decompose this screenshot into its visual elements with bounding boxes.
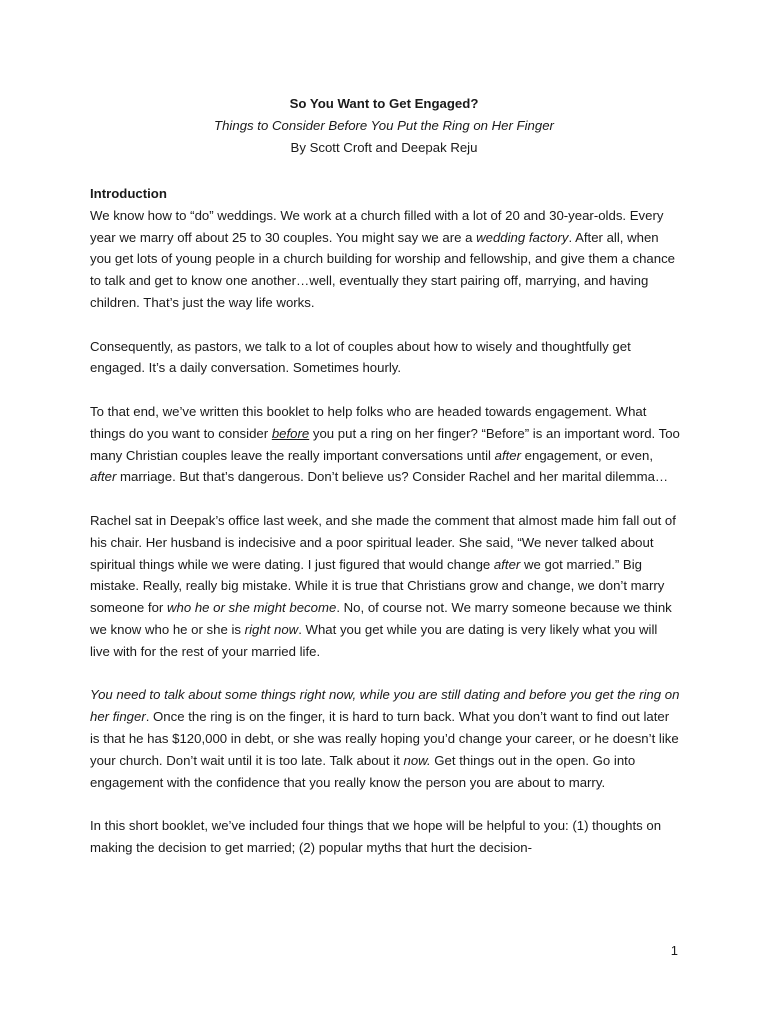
document-title: So You Want to Get Engaged? bbox=[289, 96, 479, 111]
paragraph-5-emphasis-b: now. bbox=[403, 752, 431, 768]
page-number: 1 bbox=[670, 943, 678, 958]
paragraph-2 bbox=[90, 336, 680, 380]
paragraph-1-text-a: We know how to “do” weddings. We work at a church filled with a lot of 20 and 30-year-olds. Every year we marry off about 25 to 30 couples. You might say we are a bbox=[90, 207, 664, 245]
paragraph-1 bbox=[90, 205, 680, 314]
paragraph-4-text-b: we got married.” Big mistake. Really, really big mistake. While it is true that Christians grow and change, we don’t marry someone for bbox=[90, 556, 665, 616]
paragraph-4-emphasis-a: after bbox=[493, 556, 521, 572]
document-body bbox=[90, 183, 680, 881]
paragraph-6-text: In this short booklet, we’ve included four things that we hope will be helpful to you: (1) thoughts on making the decision to get married; (2) popular myths that hurt the decision- bbox=[90, 818, 662, 855]
paragraph-3-text-a: To that end, we’ve written this booklet to help folks who are headed towards engagement. What things do you want to consider bbox=[90, 403, 647, 441]
paragraph-4-emphasis-b: who he or she might become bbox=[166, 600, 337, 616]
document-authors: By Scott Croft and Deepak Reju bbox=[290, 140, 478, 155]
paragraph-4-text-d: . What you get while you are dating is very likely what you will live with for the rest of your married life. bbox=[90, 621, 658, 659]
paragraph-4-emphasis-c: right now bbox=[244, 621, 299, 637]
paragraph-3-underline: before bbox=[271, 425, 310, 441]
paragraph-3-emphasis-a: after bbox=[494, 447, 522, 463]
section-heading-introduction: Introduction bbox=[90, 186, 167, 201]
paragraph-1-emphasis: wedding factory bbox=[476, 229, 569, 245]
paragraph-4 bbox=[90, 510, 680, 663]
paragraph-2-text: Consequently, as pastors, we talk to a lot of couples about how to wisely and thoughtfully get engaged. It’s a daily conversation. Sometimes hourly. bbox=[90, 338, 631, 376]
document-subtitle: Things to Consider Before You Put the Ring on Her Finger bbox=[214, 118, 554, 133]
paragraph-5 bbox=[90, 684, 680, 793]
paragraph-3 bbox=[90, 401, 680, 488]
paragraph-5-emphasis-a: You need to talk about some things right now, while you are still dating and before you get the ring on her finger bbox=[90, 687, 680, 725]
document-heading bbox=[90, 93, 678, 159]
paragraph-6 bbox=[90, 815, 680, 859]
paragraph-3-text-d: marriage. But that’s dangerous. Don’t believe us? Consider Rachel and her marital dilemma… bbox=[116, 469, 669, 485]
paragraph-3-emphasis-b: after bbox=[90, 469, 117, 485]
paragraph-3-text-b: you put a ring on her finger? “Before” is an important word. Too many Christian couples leave the really important conversations until bbox=[90, 425, 680, 463]
paragraph-4-text-a: Rachel sat in Deepak’s office last week, and she made the comment that almost made him fall out of his chair. Her husband is indecisive and a poor spiritual leader. She said, “We never talked about spiritual things while we were dating. I just figured that would change bbox=[90, 512, 676, 572]
paragraph-5-text-a: . Once the ring is on the finger, it is hard to turn back. What you don’t want to find out later is that he has $120,000 in debt, or she was really hoping you’d change your career, or he doesn’t like your church. Don’t wait until it is too late. Talk about it bbox=[90, 709, 679, 768]
paragraph-1-text-b: . After all, when you get lots of young people in a church building for worship and fellowship, and give them a chance to talk and get to know one another…well, eventually they start pairing off, marrying, and having children. That’s just the way life works. bbox=[90, 229, 676, 310]
paragraph-4-text-c: . No, of course not. We marry someone because we think we know who he or she is bbox=[90, 600, 672, 637]
paragraph-3-text-c: engagement, or even, bbox=[521, 447, 653, 463]
paragraph-5-text-b: Get things out in the open. Go into engagement with the confidence that you really know the person you are about to marry. bbox=[90, 752, 636, 790]
